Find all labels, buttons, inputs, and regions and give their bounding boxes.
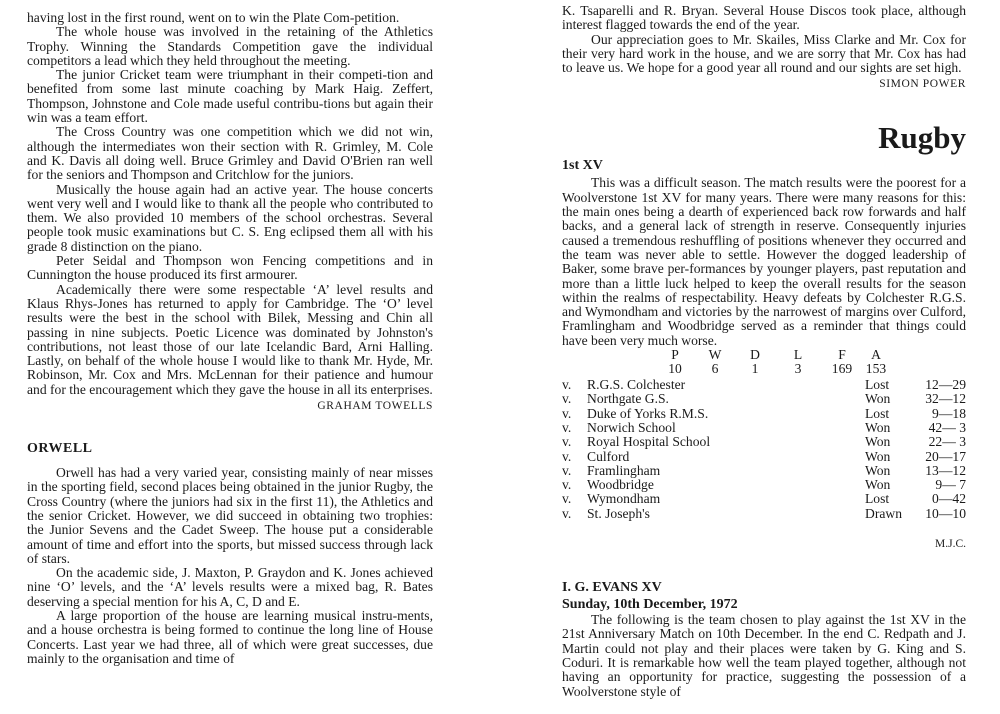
match-result: Won [865,448,891,464]
opponent-name: Wymondham [587,491,661,507]
summary-header: F [838,347,846,363]
match-result: Won [865,434,891,450]
match-result: Lost [865,491,890,507]
subsection-heading-evans-xv: I. G. EVANS XV [562,580,662,596]
paragraph: Peter Seidal and Thompson won Fencing competitions and in Cunnington the house produced its first armourer. [27,253,433,283]
match-score: 13—12 [925,462,966,478]
match-score: 9—18 [932,405,966,421]
section-title-rugby: Rugby [878,120,966,156]
section-heading-orwell: ORWELL [27,441,93,457]
versus-prefix: v. [562,419,572,435]
summary-value: 6 [711,361,719,377]
match-score: 32—12 [925,391,966,407]
match-result: Won [865,391,891,407]
match-score: 10—10 [925,505,966,521]
match-score: 9— 7 [935,477,966,493]
summary-value: 1 [751,361,759,377]
left-column [27,11,433,666]
summary-value: 153 [865,361,887,377]
result-row [562,407,966,421]
match-score: 42— 3 [928,419,966,435]
summary-value: 3 [794,361,802,377]
paragraph: This was a difficult season. The match results were the poorest for a Woolverstone 1st XV for many years. There were many reasons for this: the main ones being a dearth of experienced back row forwards and half backs, and a general lack of strength in reserve. Consequently injuries caused a tremendous reshuffling of positions whenever they occurred and the team was never able to settle. However the dogged leadership of Baker, some brave per-formances by younger players, past reputation and more than a little luck helped to keep the overall results for the season within the realms of respectability. Heavy defeats by Colchester R.G.S. and Wymondham and victories by the narrowest of margins over Culford, Framlingham and Woodbridge served as a reminder that things could have been very much worse. [562,175,966,348]
right-page [500,0,1000,714]
result-row [562,378,966,392]
result-row [562,492,966,506]
paragraph: Orwell has had a very varied year, consisting mainly of near misses in the sporting field, second places being obtained in the junior Rugby, the Cross Country (where the juniors had six in the first 11), the Athletics and the senior Cricket. However, we did succeed in obtaining two trophies: the Junior Sevens and the Cadet Sweep. The house put a considerable amount of time and effort into the sports, but missed success through lack of stars. [27,465,433,566]
match-score: 12—29 [925,377,966,393]
author-signature: SIMON POWER [879,78,966,91]
opponent-name: Framlingham [587,462,661,478]
match-score: 0—42 [932,491,966,507]
versus-prefix: v. [562,491,572,507]
versus-prefix: v. [562,405,572,421]
opponent-name: St. Joseph's [587,505,650,521]
season-summary [562,348,966,378]
opponent-name: Woodbridge [587,477,654,493]
match-result: Won [865,477,891,493]
result-row [562,421,966,435]
author-signature: GRAHAM TOWELLS [317,400,433,413]
summary-value: 10 [668,361,682,377]
match-score: 20—17 [925,448,966,464]
paragraph: On the academic side, J. Maxton, P. Graydon and K. Jones achieved nine ‘O’ levels, and the ‘A’ levels results were a mixed bag, R. Bates deserving a special mention for his A, C, D and E. [27,565,433,609]
paragraph: The Cross Country was one competition which we did not win, although the intermediates won their section with R. Grimley, M. Cole and K. Davis all doing well. Bruce Grimley and David O'Brien ran well for the seniors and Thompson and Critchlow for the juniors. [27,124,433,183]
match-date: Sunday, 10th December, 1972 [562,597,738,613]
result-row [562,450,966,464]
match-result: Won [865,462,891,478]
summary-value: 169 [831,361,853,377]
paragraph: Academically there were some respectable ‘A’ level results and Klaus Rhys-Jones has returned to apply for Cambridge. The ‘O’ level results were the best in the school with Bilek, Messing and Chin all passing in nine subjects. Poetic Licence was dominated by Johnston's contributions, not least those of our late Icelandic Bard, Arni Halling. Lastly, on behalf of the whole house I would like to thank Mr. Hyde, Mr. Robinson, Mr. Cox and Mrs. McLennan for their patience and humour and for the encouragement which they gave the house in all its enterprises. [27,281,433,397]
paragraph: A large proportion of the house are learning musical instru-ments, and a house orchestra is being formed to continue the long line of House Concerts. Last year we had three, all of which were great successes, due mainly to the organisation and time of [27,607,433,666]
subsection-heading-1st-xv: 1st XV [562,158,603,174]
versus-prefix: v. [562,391,572,407]
summary-values [562,362,966,377]
paragraph: having lost in the first round, went on to win the Plate Com-petition. [27,10,400,25]
versus-prefix: v. [562,477,572,493]
summary-headers [562,348,966,363]
match-results-table [562,378,966,521]
paragraph: The whole house was involved in the retaining of the Athletics Trophy. Winning the Standards Competition gave the individual competitors a lead which they held throughout the meeting. [27,24,433,68]
summary-header: L [793,347,803,363]
match-result: Won [865,419,891,435]
summary-header: W [708,347,722,363]
summary-header: P [671,347,679,363]
summary-header: D [750,347,760,363]
opponent-name: Norwich School [587,419,676,435]
right-column [562,4,966,699]
versus-prefix: v. [562,434,572,450]
result-row [562,435,966,449]
result-row [562,507,966,521]
match-result: Lost [865,405,890,421]
opponent-name: Northgate G.S. [587,391,669,407]
match-score: 22— 3 [928,434,966,450]
versus-prefix: v. [562,505,572,521]
paragraph: The junior Cricket team were triumphant in their competi-tion and benefited from some last minute coaching by Mark Haig. Zeffert, Thompson, Johnstone and Cole made useful contribu-tions but again their win was a team effort. [27,67,433,126]
match-result: Drawn [865,505,902,521]
opponent-name: R.G.S. Colchester [587,377,686,393]
paragraph: Our appreciation goes to Mr. Skailes, Miss Clarke and Mr. Cox for their very hard work in the house, and we are sorry that Mr. Cox has had to leave us. We hope for a good year all round and our sights are set high. [562,31,966,76]
paragraph: The following is the team chosen to play against the 1st XV in the 21st Anniversary Match on 10th December. In the end C. Redpath and J. Martin could not play and their places were taken by G. King and S. Coduri. It is remarkable how well the team played together, although not having an opportunity for practice, suggesting the possession of a Woolverstone style of [562,612,966,699]
author-initials: M.J.C. [935,538,966,551]
opponent-name: Duke of Yorks R.M.S. [587,405,709,421]
versus-prefix: v. [562,377,572,393]
result-row [562,392,966,406]
versus-prefix: v. [562,462,572,478]
paragraph: Musically the house again had an active year. The house concerts went very well and I would like to thank all the people who contributed to them. We also provided 10 members of the school orchestras. Several people took music examinations but C. S. Eng eclipsed them all with his grade 8 distinction on the piano. [27,181,433,254]
opponent-name: Culford [587,448,630,464]
paragraph: K. Tsaparelli and R. Bryan. Several House Discos took place, although interest flagged towards the end of the year. [562,3,966,33]
opponent-name: Royal Hospital School [587,434,711,450]
result-row [562,478,966,492]
summary-header: A [871,347,881,363]
result-row [562,464,966,478]
match-result: Lost [865,377,890,393]
versus-prefix: v. [562,448,572,464]
